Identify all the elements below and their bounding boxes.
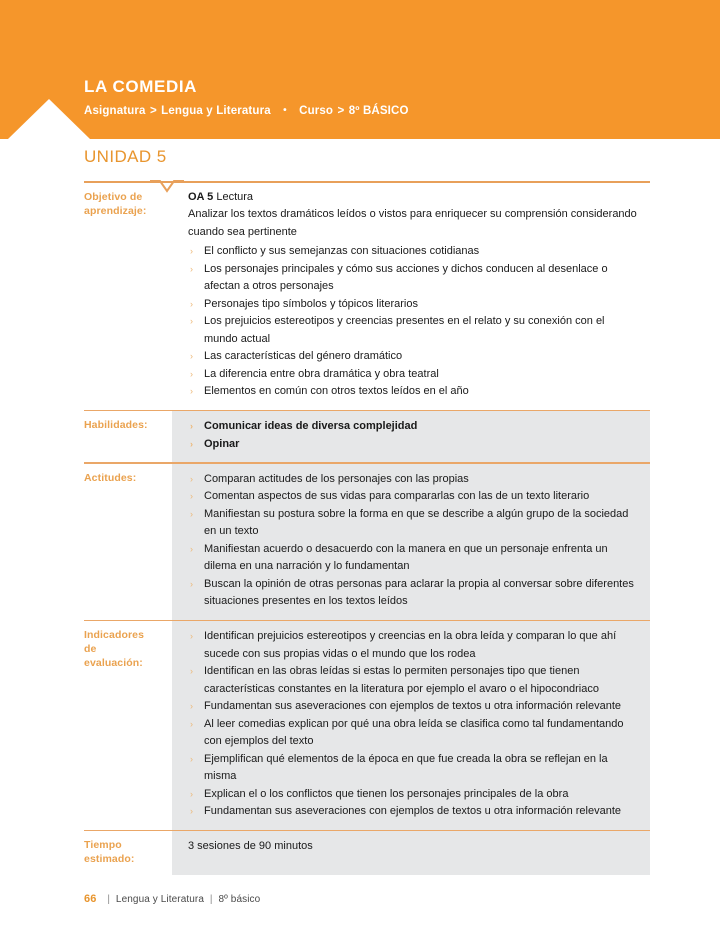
list-item-text: Opinar bbox=[204, 437, 240, 450]
banner-triangle-notch bbox=[8, 99, 90, 139]
list-item-text: Elementos en común con otros textos leídos en el año bbox=[204, 385, 469, 397]
list-item-text: Explican el o los conflictos que tienen los personajes principales de la obra bbox=[204, 787, 569, 800]
breadcrumb-course-value: 8º BÁSICO bbox=[348, 105, 409, 117]
banner-text-group bbox=[84, 77, 409, 119]
page-footer bbox=[84, 893, 260, 906]
list-item bbox=[188, 488, 638, 506]
list-item bbox=[188, 471, 638, 489]
oa-heading bbox=[188, 190, 638, 205]
row-label-cell bbox=[84, 464, 172, 620]
row-label-line: Actitudes: bbox=[84, 471, 137, 484]
row-label-cell bbox=[84, 621, 172, 830]
row-divider-rule bbox=[84, 462, 650, 464]
tiempo-estimado-value: 3 sesiones de 90 minutos bbox=[188, 840, 313, 852]
row-label-line-2: de bbox=[84, 643, 97, 655]
list-item bbox=[188, 786, 638, 804]
learning-objective-table bbox=[84, 181, 650, 875]
chevron-right-icon-2: > bbox=[337, 105, 345, 117]
bullet-chevron-icon: › bbox=[190, 788, 193, 799]
oa-intro-text: Analizar los textos dramáticos leídos o vistos para enriquecer su comprensión considerando cuando sea pertinente bbox=[188, 208, 637, 238]
list-item-text: Comunicar ideas de diversa complejidad bbox=[204, 420, 418, 432]
bullet-chevron-icon: › bbox=[190, 578, 193, 589]
row-label-cell bbox=[84, 183, 172, 410]
row-label-cell bbox=[84, 831, 172, 875]
bullet-chevron-icon: › bbox=[190, 386, 193, 396]
bullet-chevron-icon: › bbox=[190, 508, 193, 519]
row-label-cell bbox=[84, 411, 172, 462]
row-divider-rule bbox=[84, 830, 650, 832]
row-content-cell bbox=[172, 621, 650, 830]
breadcrumb-dot-separator: • bbox=[283, 105, 287, 116]
bullet-chevron-icon: › bbox=[190, 351, 193, 361]
list-item-text: El conflicto y sus semejanzas con situaciones cotidianas bbox=[204, 245, 480, 257]
list-item bbox=[188, 716, 638, 751]
table-row-tiempo bbox=[84, 831, 650, 875]
bullet-chevron-icon: › bbox=[190, 473, 193, 484]
breadcrumb bbox=[84, 104, 409, 119]
footer-subject: Lengua y Literatura bbox=[115, 894, 204, 905]
bullet-chevron-icon: › bbox=[190, 543, 193, 554]
footer-level: 8º básico bbox=[218, 894, 261, 905]
table-top-rule bbox=[84, 181, 650, 183]
page-number: 66 bbox=[84, 893, 97, 905]
list-item bbox=[188, 348, 638, 366]
list-item bbox=[188, 383, 638, 401]
list-item bbox=[188, 663, 638, 698]
list-item-text: Comentan aspectos de sus vidas para compararlas con las de un texto literario bbox=[204, 490, 590, 502]
row-label-line: Objetivo de bbox=[84, 191, 143, 203]
bullet-chevron-icon: › bbox=[190, 753, 193, 764]
list-item bbox=[188, 698, 638, 716]
footer-separator-2: | bbox=[209, 894, 213, 905]
list-item bbox=[188, 506, 638, 541]
list-item-text: Las características del género dramático bbox=[204, 350, 403, 362]
row-content-cell bbox=[172, 183, 650, 410]
actitudes-bullet-list bbox=[188, 471, 638, 611]
bullet-chevron-icon: › bbox=[190, 631, 193, 641]
table-row-habilidades bbox=[84, 411, 650, 462]
habilidades-bullet-list bbox=[188, 418, 638, 453]
bullet-chevron-icon: › bbox=[190, 421, 193, 431]
list-item bbox=[188, 313, 638, 348]
list-item bbox=[188, 628, 638, 663]
list-item-text: Al leer comedias explican por qué una obra leída se clasifica como tal fundamentando con ejemplos del texto bbox=[204, 717, 624, 747]
bullet-chevron-icon: › bbox=[190, 368, 193, 379]
chevron-right-icon: > bbox=[149, 105, 157, 117]
list-item bbox=[188, 541, 638, 576]
list-item-text: Personajes tipo símbolos y tópicos literarios bbox=[204, 297, 418, 310]
objetivo-bullet-list bbox=[188, 243, 638, 401]
list-item-text: Comparan actitudes de los personajes con las propias bbox=[204, 472, 469, 485]
list-item bbox=[188, 751, 638, 786]
footer-separator: | bbox=[107, 894, 111, 905]
list-item-text: Identifican en las obras leídas si estas lo permiten personajes tipo que tienen características constantes en la literatura por ejemplo el avaro o el hipocondriaco bbox=[204, 665, 599, 695]
page-title: LA COMEDIA bbox=[84, 77, 198, 96]
table-row-actitudes bbox=[84, 464, 650, 620]
chevron-down-notch-icon bbox=[150, 180, 184, 193]
bullet-chevron-icon: › bbox=[190, 298, 193, 309]
bullet-chevron-icon: › bbox=[190, 666, 193, 676]
bullet-chevron-icon: › bbox=[190, 246, 193, 256]
list-item-text: Ejemplifican qué elementos de la época en que fue creada la obra se reflejan en la misma bbox=[204, 752, 608, 782]
unit-title: UNIDAD 5 bbox=[84, 147, 167, 166]
page-header-banner bbox=[0, 0, 720, 139]
table-row-indicadores bbox=[84, 621, 650, 830]
list-item bbox=[188, 366, 638, 384]
breadcrumb-subject-value: Lengua y Literatura bbox=[161, 105, 271, 117]
row-divider-rule bbox=[84, 620, 650, 622]
bullet-chevron-icon: › bbox=[190, 701, 193, 711]
table-row-objetivo bbox=[84, 183, 650, 410]
list-item-text: Buscan la opinión de otras personas para aclarar la propia al conversar sobre diferentes situaciones presentes en los textos leídos bbox=[204, 577, 634, 607]
list-item-text: La diferencia entre obra dramática y obra teatral bbox=[204, 367, 439, 380]
row-label-line-2: aprendizaje: bbox=[84, 205, 147, 217]
list-item bbox=[188, 803, 638, 821]
bullet-chevron-icon: › bbox=[190, 718, 193, 729]
bullet-chevron-icon: › bbox=[190, 263, 193, 274]
row-divider-rule bbox=[84, 410, 650, 412]
indicadores-bullet-list bbox=[188, 628, 638, 821]
oa-code: OA 5 bbox=[188, 191, 214, 203]
bullet-chevron-icon: › bbox=[190, 316, 193, 326]
list-item bbox=[188, 418, 638, 436]
bullet-chevron-icon: › bbox=[190, 806, 193, 816]
list-item-text: Fundamentan sus aseveraciones con ejemplos de textos u otra información relevante bbox=[204, 805, 622, 817]
list-item bbox=[188, 296, 638, 314]
list-item bbox=[188, 436, 638, 454]
list-item-text: Manifiestan acuerdo o desacuerdo con la manera en que un personaje enfrenta un dilema en una narración y lo fundamentan bbox=[204, 542, 608, 572]
list-item bbox=[188, 576, 638, 611]
bullet-chevron-icon: › bbox=[190, 491, 193, 501]
row-content-cell bbox=[172, 831, 650, 875]
list-item-text: Fundamentan sus aseveraciones con ejemplos de textos u otra información relevante bbox=[204, 700, 622, 712]
row-label-line-2: estimado: bbox=[84, 853, 135, 865]
list-item-text: Los personajes principales y cómo sus acciones y dichos conducen al desenlace o afectan a otros personajes bbox=[204, 262, 608, 292]
list-item bbox=[188, 243, 638, 261]
list-item-text: Manifiestan su postura sobre la forma en que se describe a algún grupo de la sociedad en un texto bbox=[204, 507, 629, 537]
row-content-cell bbox=[172, 411, 650, 462]
bullet-chevron-icon: › bbox=[190, 438, 193, 449]
row-label-line: Tiempo bbox=[84, 839, 122, 851]
row-label-line-3: evaluación: bbox=[84, 657, 143, 669]
row-content-cell bbox=[172, 464, 650, 620]
list-item-text: Identifican prejuicios estereotipos y creencias en la obra leída y comparan lo que ahí sucede con sus propias vidas o el mundo que los rodea bbox=[204, 630, 617, 660]
row-label-line: Indicadores bbox=[84, 629, 145, 641]
breadcrumb-course-label: Curso bbox=[299, 105, 334, 117]
row-label-line: Habilidades: bbox=[84, 419, 148, 431]
list-item bbox=[188, 261, 638, 296]
list-item-text: Los prejuicios estereotipos y creencias presentes en el relato y su conexión con el mundo actual bbox=[204, 315, 605, 345]
breadcrumb-subject-label: Asignatura bbox=[84, 105, 146, 117]
oa-name: Lectura bbox=[216, 191, 254, 203]
